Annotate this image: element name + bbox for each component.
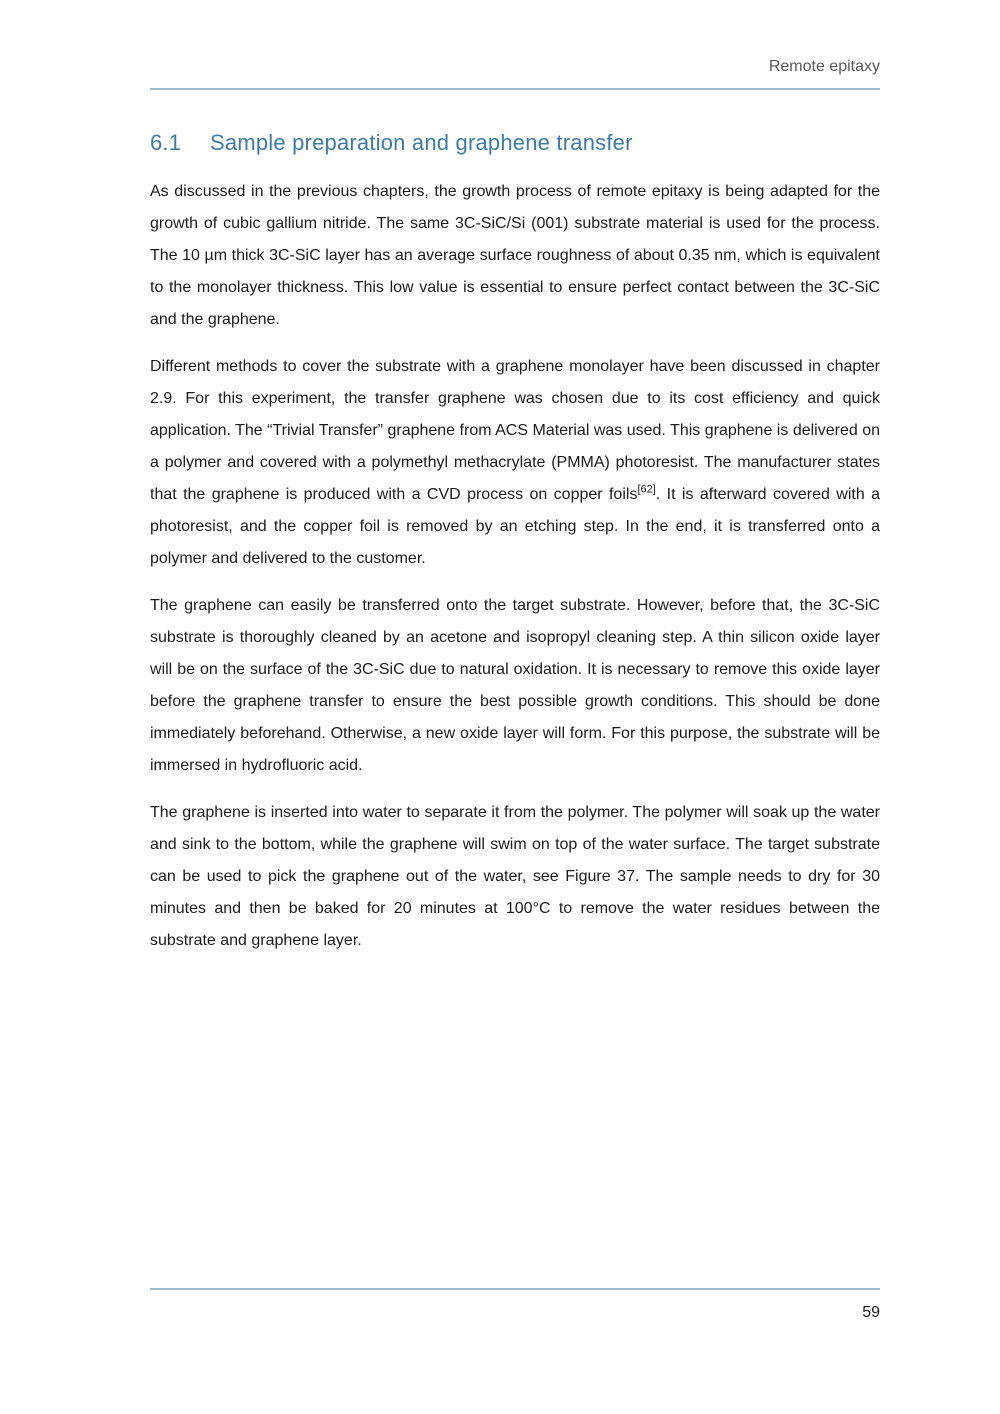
page-content: [150, 90, 880, 972]
section-number: 6.1: [150, 130, 182, 155]
section-title: Sample preparation and graphene transfer: [210, 130, 633, 155]
page-footer: [150, 1288, 880, 1414]
paragraph-2-text: Different methods to cover the substrate with a graphene monolayer have been discussed in chapter 2.9. For this experiment, the transfer graphene was chosen due to its cost efficiency and quick application. The “Trivial Transfer” graphene from ACS Material was used. This graphene is delivered on a polymer and covered with a polymethyl methacrylate (PMMA) photoresist. The manufacturer states that the graphene is produced with a CVD process on copper foils: [150, 358, 880, 503]
paragraph-1: As discussed in the previous chapters, the growth process of remote epitaxy is being adapted for the growth of cubic gallium nitride. The same 3C-SiC/Si (001) substrate material is used for the process. The 10 µm thick 3C-SiC layer has an average surface roughness of about 0.35 nm, which is equivalent to the monolayer thickness. This low value is essential to ensure perfect contact between the 3C-SiC and the graphene.: [150, 183, 880, 328]
section-heading: [150, 130, 880, 156]
paragraph-4: The graphene is inserted into water to separate it from the polymer. The polymer will soak up the water and sink to the bottom, while the graphene will swim on top of the water surface. The target substrate can be used to pick the graphene out of the water, see Figure 37. The sample needs to dry for 30 minutes and then be baked for 20 minutes at 100°C to remove the water residues between the substrate and graphene layer.: [150, 804, 880, 949]
paragraph-2-text-continued: . It is afterward covered with a photoresist, and the copper foil is removed by an etching step. In the end, it is transferred onto a polymer and delivered to the customer.: [150, 486, 881, 567]
page-number: 59: [862, 1304, 880, 1321]
paragraph-2: [150, 351, 880, 575]
running-header-title: Remote epitaxy: [768, 58, 880, 75]
page-header: [150, 58, 880, 90]
citation-62: [62]: [637, 483, 656, 496]
paragraph-3: The graphene can easily be transferred onto the target substrate. However, before that, the 3C-SiC substrate is thoroughly cleaned by an acetone and isopropyl cleaning step. A thin silicon oxide layer will be on the surface of the 3C-SiC due to natural oxidation. It is necessary to remove this oxide layer before the graphene transfer to ensure the best possible growth conditions. This should be done immediately beforehand. Otherwise, a new oxide layer will form. For this purpose, the substrate will be immersed in hydrofluoric acid.: [150, 597, 880, 774]
